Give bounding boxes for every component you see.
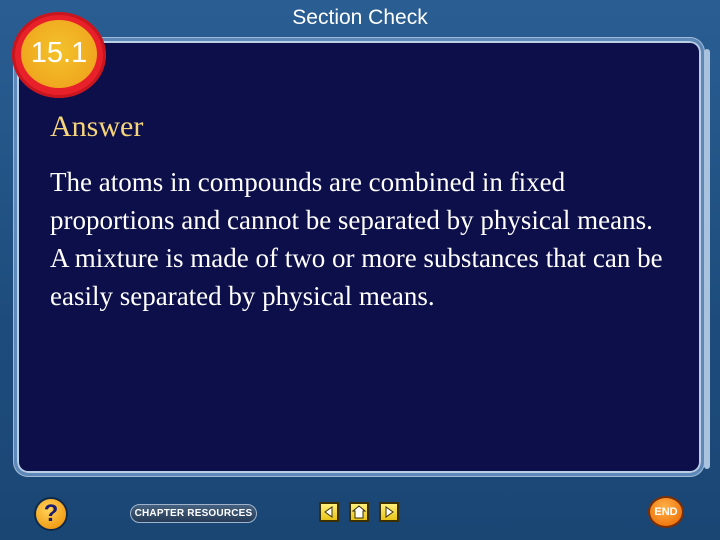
next-button[interactable]: [379, 502, 399, 522]
section-title: Section Check: [292, 6, 428, 29]
home-icon: [351, 504, 367, 520]
chapter-resources-button[interactable]: CHAPTER RESOURCES: [130, 504, 257, 523]
section-number: 15.1: [21, 20, 97, 88]
right-arrow-icon: [381, 504, 397, 520]
help-button[interactable]: ?: [34, 497, 68, 531]
answer-text: The atoms in compounds are combined in fixed proportions and cannot be separated by physical means. A mixture is made of two or more substances that can be easily separated by physical means.: [50, 167, 663, 311]
previous-button[interactable]: [319, 502, 339, 522]
end-button[interactable]: END: [648, 496, 684, 528]
answer-heading: Answer: [50, 110, 144, 143]
left-arrow-icon: [321, 504, 337, 520]
home-button[interactable]: [349, 502, 369, 522]
